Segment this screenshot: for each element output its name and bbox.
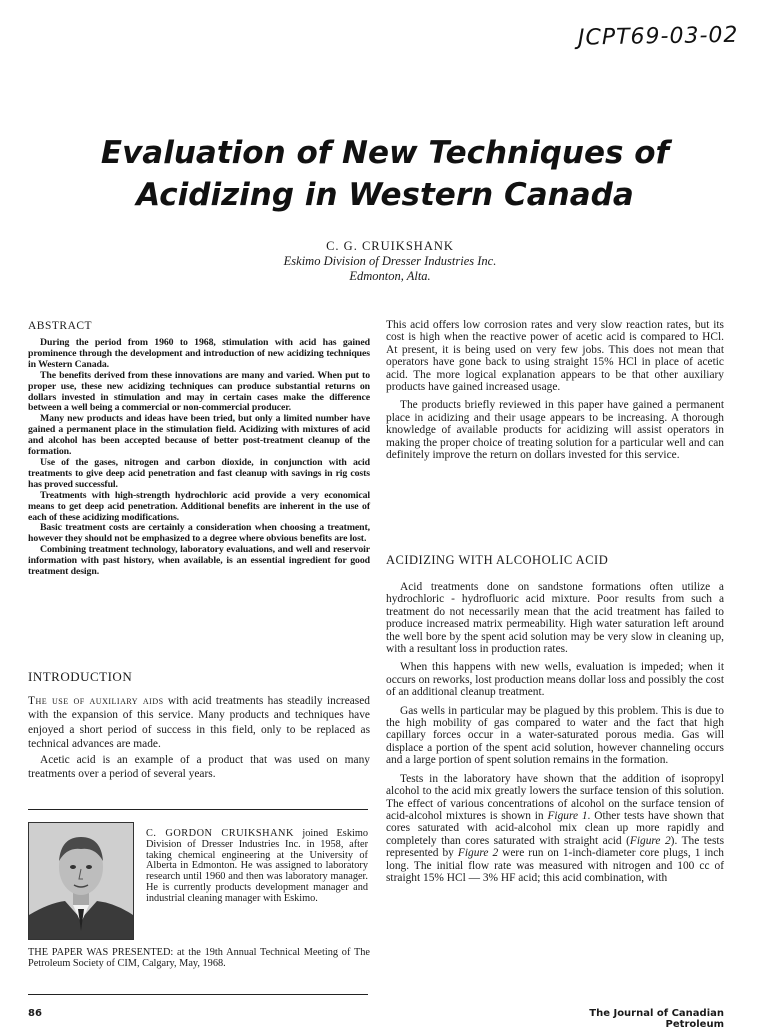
paper-title — [40, 132, 730, 216]
journal-name: The Journal of Canadian Petroleum — [589, 1008, 724, 1030]
archive-reference-stamp: JCPT69-03-02 — [577, 22, 739, 51]
author-photo — [28, 822, 134, 940]
abstract-paragraph: Use of the gases, nitrogen and carbon dioxide, in conjunction with acid treatments to give deep acid penetration and fast cleanup with savings in rig costs has proved successful. — [28, 456, 370, 490]
body-paragraph: The products briefly reviewed in this paper have gained a permanent place in acidizing and their usage appears to be increasing. A thorough knowledge of available products for acidizing will assist operators in making the proper choice of treating solution for a particular well and can definitely improve the return on dollars invested for this service. — [386, 399, 724, 462]
abstract-paragraph: Treatments with high-strength hydrochloric acid provide a very economical means to get deep acid penetration. Additional benefits are inherent in the use of each of these acidizing modifications. — [28, 489, 370, 523]
figure-reference: Figure 2 — [629, 834, 671, 847]
introduction-paragraph: Acetic acid is an example of a product that was used on many treatments over a period of several years. — [28, 754, 370, 781]
figure-reference: Figure 1 — [547, 809, 588, 822]
introduction-body — [28, 694, 370, 784]
body-paragraph: Gas wells in particular may be plagued by this problem. This is due to the high mobility of gas compared to water and the fact that high capillary forces occur in a water-saturated porous media. Gas will displace a portion of the spent acid solution, however channeling occurs and a large portion of spent solution remains in the formation. — [386, 704, 724, 767]
bio-divider-bottom — [28, 994, 368, 995]
bio-name: C. GORDON CRUIKSHANK — [146, 828, 294, 839]
author-portrait-image — [29, 823, 133, 939]
abstract-paragraph: Many new products and ideas have been tried, but only a limited number have gained a permanent place in the stimulation field. Acidizing with mixtures of acid and alcohol has been accepted because of better post-treatment cleanup of the formation. — [28, 413, 370, 458]
bio-text: joined Eskimo Division of Dresser Industries Inc. in 1958, after taking chemical engineering at the University of Alberta in Edmonton. He was assigned to laboratory research until 1960 and then was laboratory manager. He is currently products development manager and industrial cleaning manager with Eskimo. — [146, 828, 368, 904]
title-line-1: Evaluation of New Techniques of — [100, 135, 670, 171]
abstract-body — [28, 338, 370, 578]
abstract-paragraph: Basic treatment costs are certainly a consideration when choosing a treatment, however they should not be emphasized to a degree where obvious benefits are lost. — [28, 522, 370, 545]
bio-divider-top — [28, 809, 368, 810]
introduction-paragraph: The use of auxiliary aids with acid treatments has steadily increased with the expansion of this service. Many products and techniques have enjoyed a short period of success in this field, only to be replaced as technical advances are made. — [28, 695, 370, 750]
right-column-section — [386, 581, 724, 886]
abstract-paragraph: The benefits derived from these innovations are many and varied. When put to proper use, these new acidizing techniques can produce substantial returns on dollars invested in stimulation and may in certain cases make the difference between a well being a commercial or non-commercial producer. — [28, 369, 370, 414]
abstract-paragraph: During the period from 1960 to 1968, stimulation with acid has gained prominence through the development and introduction of new acidizing techniques in Western Canada. — [28, 337, 370, 370]
author-biography — [146, 829, 368, 905]
author-name: C. G. CRUIKSHANK — [326, 239, 454, 253]
author-affiliation: Eskimo Division of Dresser Industries Inc. — [283, 254, 497, 268]
introduction-heading: INTRODUCTION — [28, 669, 133, 684]
body-paragraph: When this happens with new wells, evaluation is impeded; when it occurs on reworks, lost production means dollar loss and possibly the cost of an additional cleanup treatment. — [386, 661, 724, 699]
section-heading-alcoholic-acid: ACIDIZING WITH ALCOHOLIC ACID — [386, 553, 609, 567]
author-block — [200, 239, 580, 284]
introduction-lead: The use of auxiliary aids — [28, 695, 164, 707]
figure-reference: Figure 2 — [457, 847, 499, 860]
abstract-heading: ABSTRACT — [28, 320, 93, 332]
presentation-note — [28, 947, 370, 969]
presentation-text: at the 19th Annual Technical Meeting of The Petroleum Society of CIM, Calgary, May, 1968. — [28, 947, 370, 969]
right-column-intro — [386, 319, 724, 463]
page-number: 86 — [28, 1008, 42, 1019]
body-paragraph: This acid offers low corrosion rates and very slow reaction rates, but its cost is high when the reactive power of acetic acid is compared to HCl. At present, it is being used on very few jobs. This does not mean that operators have gone back to using straight 15% HCl in place of acetic acid. The more logical explanation appears to be that other auxiliary products have gained increased usage. — [386, 319, 724, 394]
body-paragraph: Tests in the laboratory have shown that the addition of isopropyl alcohol to the acid mix greatly lowers the surface tension of this solution. The effect of various concentrations of alcohol on the surface tension of acid-alcohol mixtures is shown in Figure 1. Other tests have shown that cores saturated with acid-alcohol mix clean up more rapidly and completely than cores saturated with straight acid (Figure 2). The tests represented by Figure 2 were run on 1-inch-diameter core plugs, 1 inch long. The initial flow rate was measured with nitrogen and 100 cc of straight 15% HCl — 3% HF acid; this acid combination, with — [386, 772, 725, 884]
abstract-paragraph: Combining treatment technology, laboratory evaluations, and well and reservoir information with past history, when available, is an essential ingredient for good treatment design. — [28, 544, 370, 578]
author-location: Edmonton, Alta. — [349, 269, 431, 283]
title-line-2: Acidizing in Western Canada — [136, 177, 634, 213]
body-paragraph: Acid treatments done on sandstone formations often utilize a hydrochloric - hydrofluoric acid mixture. Poor results from such a treatment do not necessarily mean that the acid treatment has failed to produce increased matrix permeability. High water saturation left around the well bore by the spent acid solution may be very slow in cleaning up, with a resultant loss in production rates. — [386, 581, 724, 656]
presentation-lead: THE PAPER WAS PRESENTED: — [28, 947, 174, 958]
